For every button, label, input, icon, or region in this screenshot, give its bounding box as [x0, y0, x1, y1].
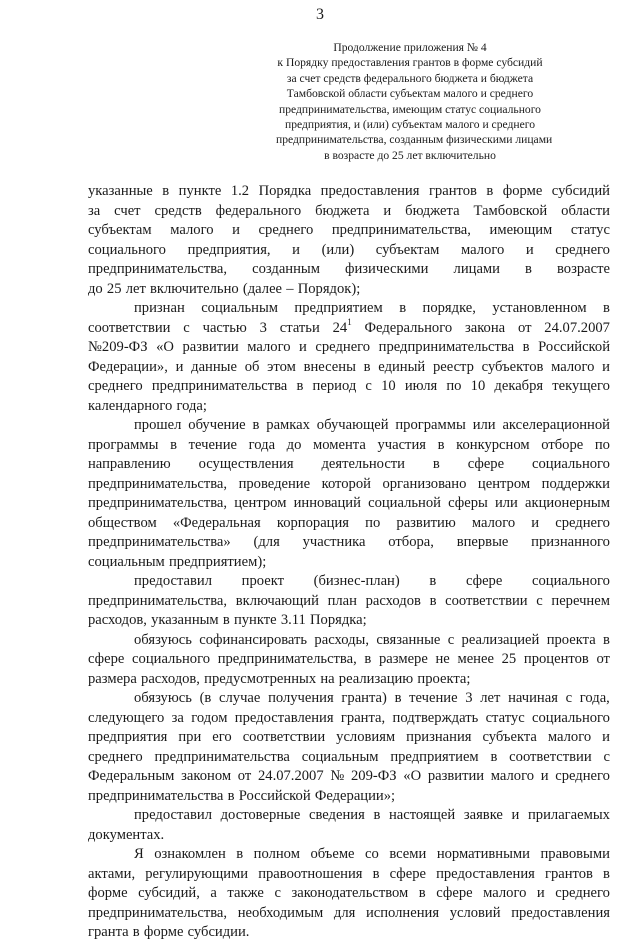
header-line: предприятия, и (или) субъектам малого и среднего — [284, 118, 535, 132]
text-line: следующего за годом предоставления гранта, подтверждать статус социального — [88, 709, 610, 726]
text-line: форме субсидий, а также с законодательством в сфере малого и среднего — [88, 885, 610, 901]
header-line: Тамбовской области субъектам малого и среднего — [286, 87, 534, 101]
text-line: социальным предприятием); — [88, 553, 267, 570]
text-line: обязуюсь (в случае получения гранта) в течение 3 лет начиная с года, — [134, 690, 610, 706]
text-line: предпринимательства, необходимым для исполнения условий предоставления — [88, 904, 610, 921]
text-line: предпринимательства в Российской Федерации»; — [88, 787, 396, 804]
paragraph — [88, 299, 610, 416]
header-line: Продолжение приложения № 4 — [333, 41, 487, 54]
text-line: сфере социального предпринимательства, в размере не менее 25 процентов от — [88, 651, 610, 667]
text-line: предоставил достоверные сведения в настоящей заявке и прилагаемых — [134, 807, 610, 823]
header-line: в возрасте до 25 лет включительно — [324, 148, 496, 162]
text-line: прошел обучение в рамках обучающей программы или акселерационной — [134, 417, 610, 433]
header-line: предпринимательства, имеющим статус социального — [279, 102, 541, 116]
text-line: Федеральным законом от 24.07.2007 № 209-ФЗ «О развитии малого и среднего — [88, 768, 610, 784]
header-line: к Порядку предоставления грантов в форме субсидий — [277, 56, 543, 70]
text-line: календарного года; — [88, 397, 207, 414]
appendix-header — [276, 40, 553, 163]
header-line: за счет средств федерального бюджета и бюджета — [286, 71, 534, 85]
text-line: №209-ФЗ «О развитии малого и среднего предпринимательства в Российской — [88, 339, 610, 355]
text-line: программы в течение года до момента участия в конкурсном отборе по — [88, 436, 610, 453]
text-line: расходов, указанным в пункте 3.11 Порядка; — [88, 612, 367, 628]
text-line: документах. — [88, 826, 165, 843]
paragraph — [88, 416, 610, 572]
text-line: предпринимательства, проведение которой организовано центром поддержки — [88, 475, 610, 492]
text-line: размера расходов, предусмотренных на реализацию проекта; — [88, 670, 471, 687]
text-line: обществом «Федеральная корпорация по развитию малого и среднего — [88, 514, 610, 531]
text-line: соответствии с частью 3 статьи $24^1$ Федерального закона от 24.07.2007 — [88, 316, 610, 336]
paragraph — [88, 689, 610, 806]
text-line: субъектам малого и среднего предпринимательства, имеющим статус — [88, 222, 610, 238]
text-line: предпринимательства, созданным физическими лицами в возрасте — [88, 261, 610, 277]
text-line: среднего предпринимательства социальным предприятием в соответствии с — [88, 748, 610, 765]
text-line: среднего предпринимательства в период с 10 июля по 10 декабря текущего — [88, 378, 610, 394]
text-line: гранта в форме субсидии. — [88, 924, 250, 940]
text-line: обязуюсь софинансировать расходы, связанные с реализацией проекта в — [134, 631, 610, 648]
text-line: актами, регулирующими правоотношения в сфере предоставления грантов в — [88, 865, 610, 882]
text-line: предпринимательства, центром инноваций социальной сферы или акционерным — [88, 495, 610, 511]
text-line: за счет средств федерального бюджета и бюджета Тамбовской области — [88, 202, 610, 219]
text-line: признан социальным предприятием в порядке, установленном в — [134, 300, 610, 316]
paragraph — [88, 572, 610, 631]
text-line: Федерации», и данные об этом внесены в единый реестр субъектов малого и — [88, 358, 610, 375]
text-line: направлению осуществления деятельности в сфере социального — [88, 456, 610, 472]
text-line: до 25 лет включительно (далее – Порядок); — [88, 280, 361, 297]
paragraph — [88, 806, 610, 845]
text-line: Я ознакомлен в полном объеме со всеми нормативными правовыми — [134, 846, 610, 862]
header-line: предпринимательства, созданным физическими лицами — [276, 133, 553, 147]
text-line: социального предприятия, и (или) субъектам малого и среднего — [88, 241, 610, 258]
paragraph — [88, 845, 610, 943]
document-body — [88, 182, 610, 943]
text-line: предпринимательства» (для участника отбора, впервые признанного — [88, 534, 610, 550]
text-line: указанные в пункте 1.2 Порядка предоставления грантов в форме субсидий — [88, 183, 610, 199]
text-line: предприятия при его соответствии условиям признания субъекта малого и — [88, 729, 610, 745]
text-line: предоставил проект (бизнес-план) в сфере социального — [134, 573, 610, 589]
paragraph — [88, 182, 610, 299]
page-number: 3 — [316, 6, 324, 23]
text-line: предпринимательства, включающий план расходов в соответствии с перечнем — [88, 592, 610, 609]
paragraph — [88, 631, 610, 690]
